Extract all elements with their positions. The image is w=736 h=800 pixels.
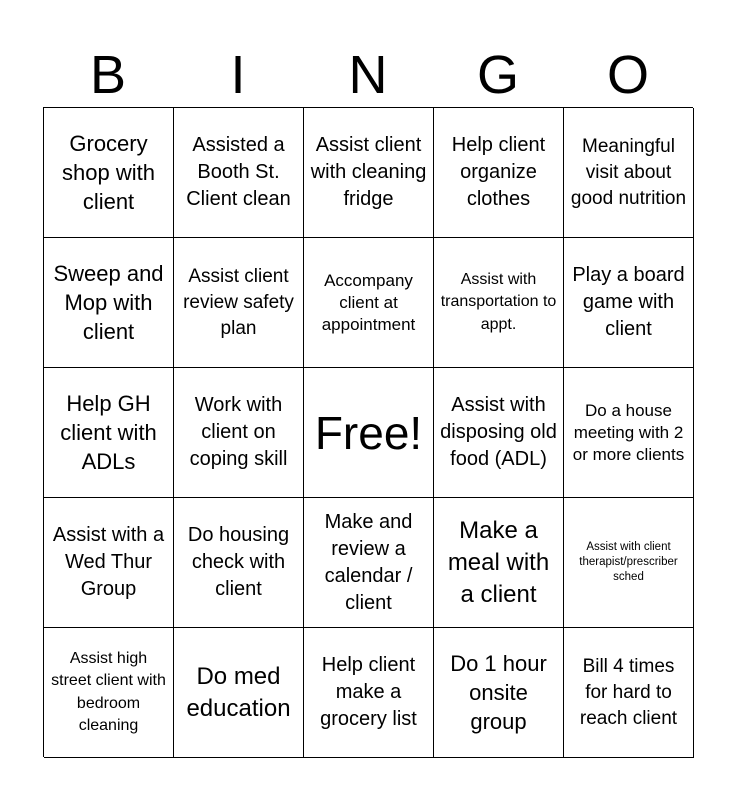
cell-text: Assist with transportation to appt. <box>440 270 557 333</box>
bingo-cell <box>304 628 434 758</box>
cell-text: Accompany client at appointment <box>321 270 416 334</box>
header-letter-n: N <box>348 45 388 105</box>
bingo-cell <box>564 238 694 368</box>
cell-text: Free! <box>314 406 423 459</box>
cell-text: Assisted a Booth St. Client clean <box>186 134 291 210</box>
cell-text: Make a meal with a client <box>447 516 550 608</box>
cell-text: Assist with a Wed Thur Group <box>52 524 165 600</box>
bingo-cell <box>564 108 694 238</box>
cell-text: Assist high street client with bedroom cleaning <box>51 649 166 734</box>
cell-text: Do 1 hour onsite group <box>450 651 547 734</box>
cell-text: Grocery shop with client <box>62 131 155 214</box>
cell-text: Work with client on coping skill <box>189 394 288 470</box>
bingo-cell <box>174 108 304 238</box>
cell-text: Assist client review safety plan <box>183 265 294 339</box>
cell-text: Bill 4 times for hard to reach client <box>579 655 678 729</box>
header-letter-g: G <box>476 45 519 105</box>
cell-text: Help client organize clothes <box>451 134 546 210</box>
bingo-cell <box>434 238 564 368</box>
cell-text: Assist client with cleaning fridge <box>310 134 427 210</box>
cell-text: Assist with disposing old food (ADL) <box>440 394 557 470</box>
bingo-cell <box>434 108 564 238</box>
cell-text: Meaningful visit about good nutrition <box>570 135 687 209</box>
header-letter-b: B <box>89 45 127 105</box>
bingo-board <box>43 107 693 757</box>
cell-text: Make and review a calendar / client <box>324 510 413 614</box>
bingo-cell <box>44 498 174 628</box>
bingo-header <box>43 44 693 106</box>
bingo-cell <box>174 368 304 498</box>
bingo-cell <box>434 628 564 758</box>
bingo-cell <box>564 368 694 498</box>
bingo-cell <box>434 498 564 628</box>
bingo-cell <box>44 368 174 498</box>
cell-text: Assist with client therapist/prescriber sched <box>579 541 678 583</box>
cell-text: Help client make a grocery list <box>320 654 417 730</box>
bingo-cell <box>564 628 694 758</box>
bingo-cell <box>304 238 434 368</box>
cell-text: Do a house meeting with 2 or more clients <box>572 400 685 464</box>
bingo-cell <box>304 498 434 628</box>
free-space <box>304 368 434 498</box>
cell-text: Do housing check with client <box>187 524 290 600</box>
header-letter-i: I <box>230 45 246 105</box>
header-letter-o: O <box>606 45 649 105</box>
bingo-cell <box>564 498 694 628</box>
cell-text: Do med education <box>186 662 291 722</box>
bingo-cell <box>44 628 174 758</box>
cell-text: Play a board game with client <box>572 264 685 340</box>
bingo-cell <box>174 238 304 368</box>
bingo-cell <box>44 238 174 368</box>
bingo-cell <box>44 108 174 238</box>
bingo-cell <box>174 628 304 758</box>
bingo-cell <box>304 108 434 238</box>
bingo-cell <box>434 368 564 498</box>
cell-text: Help GH client with ADLs <box>60 391 157 474</box>
bingo-cell <box>174 498 304 628</box>
cell-text: Sweep and Mop with client <box>53 261 164 344</box>
